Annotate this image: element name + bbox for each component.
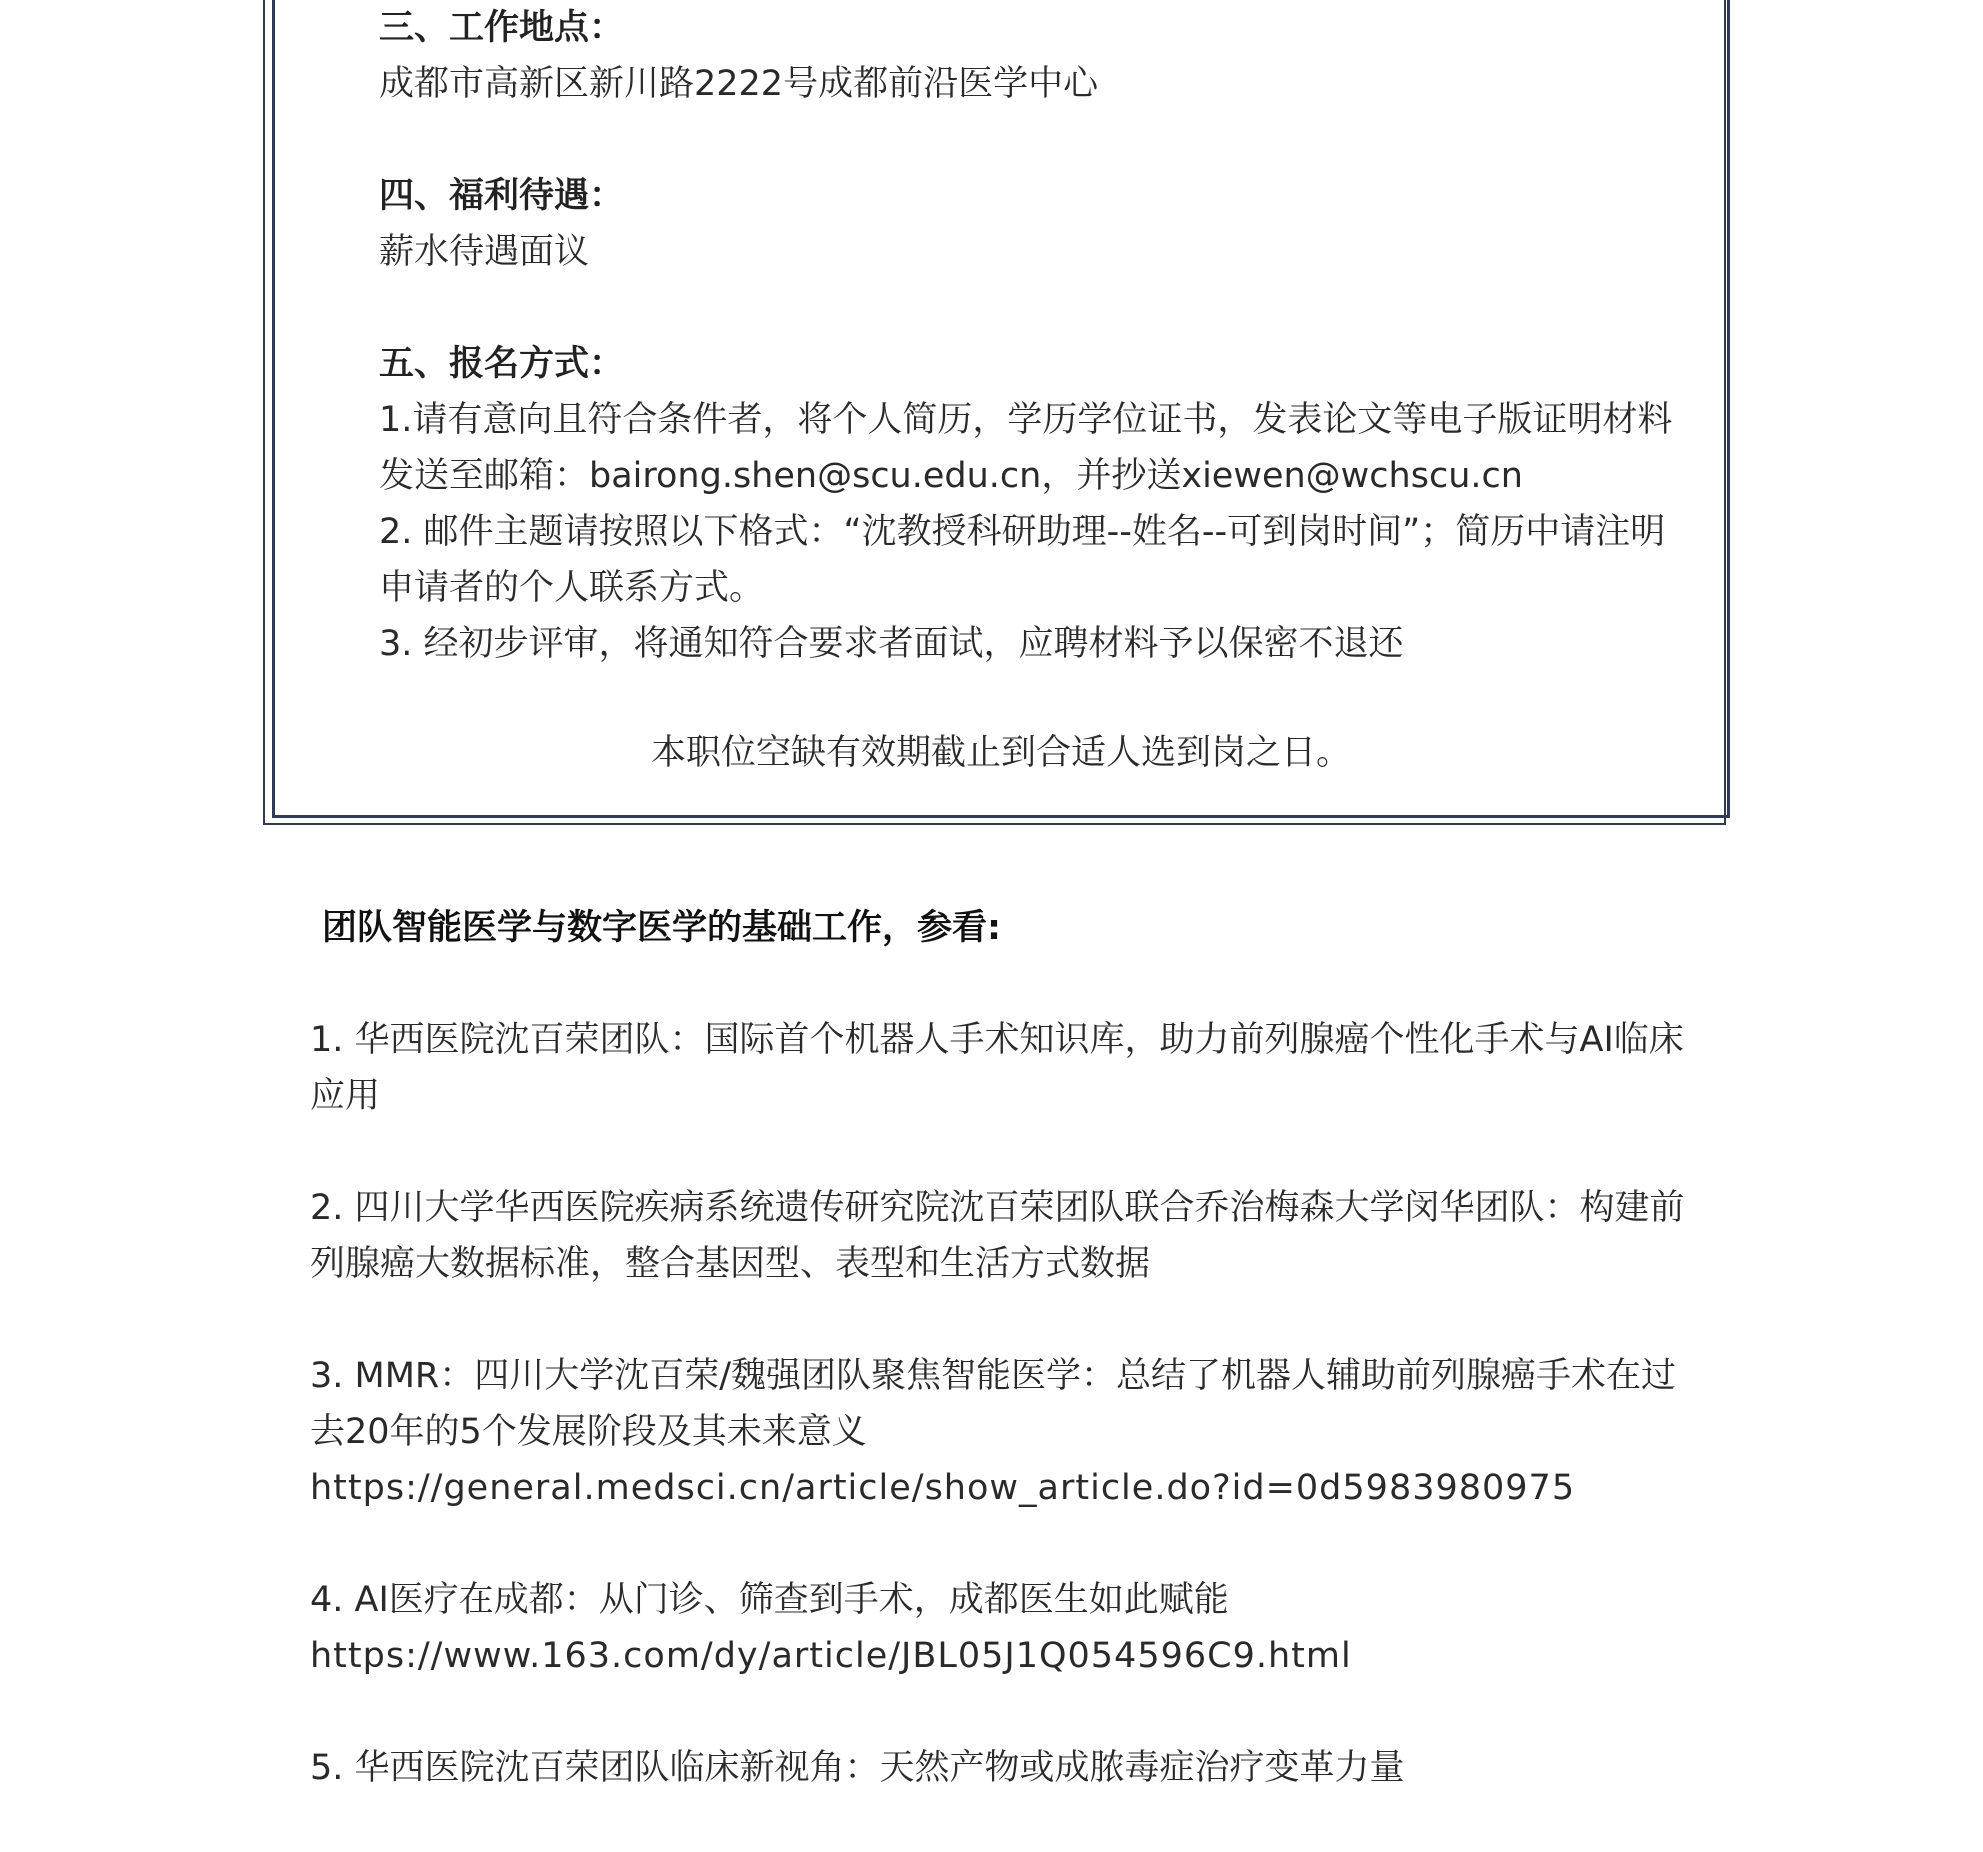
reference-item xyxy=(310,1572,1700,1684)
reference-item xyxy=(310,1740,1700,1796)
application-item: 2. 邮件主题请按照以下格式：“沈教授科研助理--姓名--可到岗时间”；简历中请注明申请者的个人联系方式。 xyxy=(379,512,1666,608)
references-section xyxy=(310,900,1700,1852)
section-application xyxy=(379,336,1699,672)
section-heading: 三、工作地点： xyxy=(379,8,625,48)
references-title: 团队智能医学与数字医学的基础工作，参看: xyxy=(322,908,1001,948)
section-location xyxy=(379,0,1699,112)
reference-text: 5. 华西医院沈百荣团队临床新视角：天然产物或成脓毒症治疗变革力量 xyxy=(310,1748,1405,1788)
reference-text: 4. AI医疗在成都：从门诊、筛查到手术，成都医生如此赋能 xyxy=(310,1580,1229,1620)
reference-item xyxy=(310,1012,1700,1124)
reference-link[interactable]: https://general.medsci.cn/article/show_article.do?id=0d5983980975 xyxy=(310,1468,1576,1508)
notice-content xyxy=(379,0,1699,672)
section-text: 薪水待遇面议 xyxy=(379,232,590,272)
section-benefits xyxy=(379,168,1699,280)
reference-text: 1. 华西医院沈百荣团队：国际首个机器人手术知识库，助力前列腺癌个性化手术与AI临床应用 xyxy=(310,1020,1684,1116)
application-item: 3. 经初步评审，将通知符合要求者面试，应聘材料予以保密不退还 xyxy=(379,624,1404,664)
reference-item xyxy=(310,1180,1700,1292)
reference-text: 3. MMR：四川大学沈百荣/魏强团队聚焦智能医学：总结了机器人辅助前列腺癌手术在过去20年的5个发展阶段及其未来意义 xyxy=(310,1356,1677,1452)
closing-note: 本职位空缺有效期截止到合适人选到岗之日。 xyxy=(650,733,1351,773)
section-text: 成都市高新区新川路2222号成都前沿医学中心 xyxy=(379,64,1099,104)
reference-item xyxy=(310,1348,1700,1516)
application-item: 1.请有意向且符合条件者，将个人简历，学历学位证书，发表论文等电子版证明材料发送至邮箱：bairong.shen@scu.edu.cn，并抄送xiewen@wchscu.cn xyxy=(379,400,1673,496)
section-heading: 五、报名方式： xyxy=(379,344,625,384)
reference-text: 2. 四川大学华西医院疾病系统遗传研究院沈百荣团队联合乔治梅森大学闵华团队：构建前列腺癌大数据标准，整合基因型、表型和生活方式数据 xyxy=(310,1188,1685,1284)
reference-link[interactable]: https://www.163.com/dy/article/JBL05J1Q054596C9.html xyxy=(310,1636,1352,1676)
section-heading: 四、福利待遇： xyxy=(379,176,625,216)
